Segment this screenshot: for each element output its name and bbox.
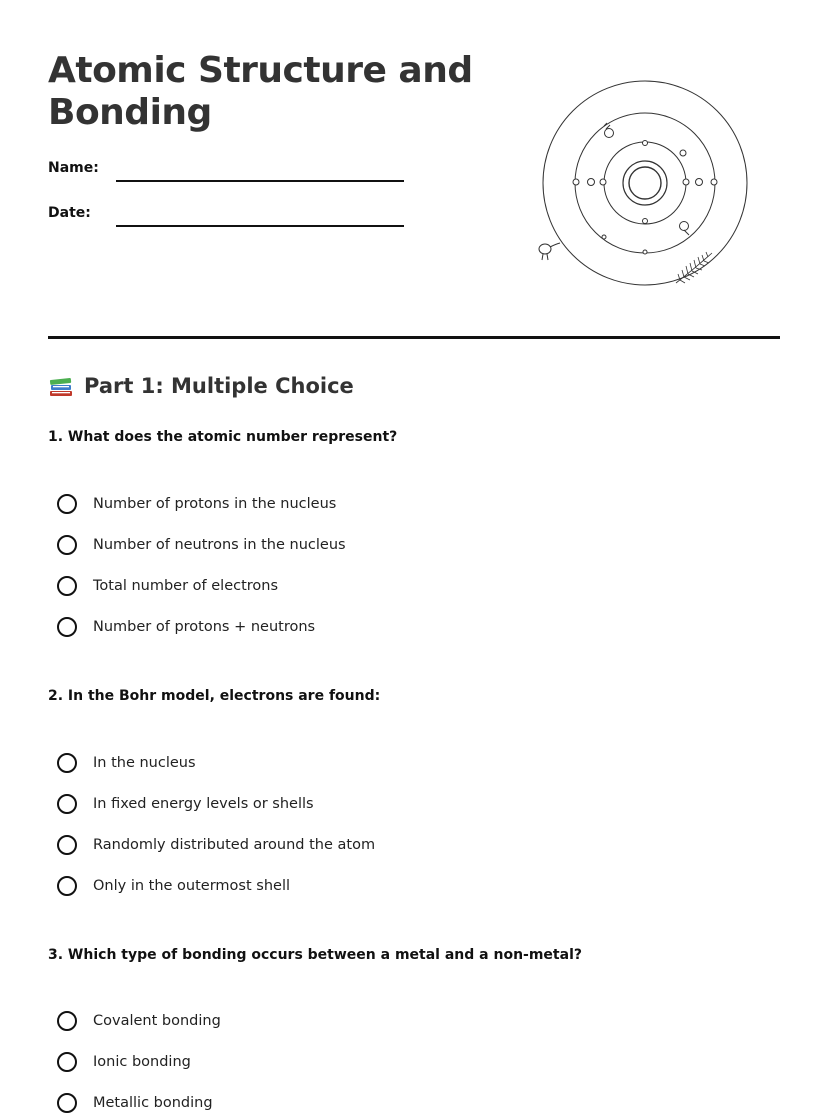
q3-option-1[interactable]	[57, 1008, 221, 1034]
bohr-atom-illustration	[530, 78, 760, 293]
q3-option-2[interactable]	[57, 1049, 191, 1075]
radio-button[interactable]	[57, 835, 77, 855]
option-label: Randomly distributed around the atom	[93, 837, 376, 853]
radio-button[interactable]	[57, 1011, 77, 1031]
electron	[696, 179, 703, 186]
part1-heading-text: Part 1: Multiple Choice	[84, 374, 354, 398]
fern-icon	[676, 252, 712, 283]
q2-option-1[interactable]	[57, 750, 196, 776]
name-field[interactable]	[116, 180, 404, 182]
option-label: Only in the outermost shell	[93, 878, 290, 894]
radio-button[interactable]	[57, 617, 77, 637]
question-1: 1. What does the atomic number represent?	[48, 429, 398, 445]
option-label: Number of neutrons in the nucleus	[93, 537, 346, 553]
radio-button[interactable]	[57, 753, 77, 773]
electron	[643, 250, 647, 254]
radio-button[interactable]	[57, 535, 77, 555]
radio-button[interactable]	[57, 1052, 77, 1072]
option-label: Metallic bonding	[93, 1095, 213, 1111]
name-label: Name:	[48, 160, 99, 176]
inner-shell	[604, 142, 686, 224]
option-label: Ionic bonding	[93, 1054, 191, 1070]
title-line-1: Atomic Structure and	[48, 50, 473, 91]
nucleus-core	[629, 167, 661, 199]
option-label: Number of protons in the nucleus	[93, 496, 337, 512]
option-label: In the nucleus	[93, 755, 196, 771]
electron	[680, 150, 686, 156]
title-line-2: Bonding	[48, 92, 212, 133]
radio-button[interactable]	[57, 1093, 77, 1113]
kiwi-bird-icon	[539, 243, 560, 260]
electron	[605, 129, 614, 138]
electron	[588, 179, 595, 186]
q1-option-1[interactable]	[57, 491, 336, 517]
electron	[711, 179, 717, 185]
option-label: Covalent bonding	[93, 1013, 221, 1029]
electron-trail	[684, 230, 689, 235]
option-label: Number of protons + neutrons	[93, 619, 316, 635]
part1-heading	[48, 373, 354, 399]
option-label: In fixed energy levels or shells	[93, 796, 314, 812]
q1-option-2[interactable]	[57, 532, 346, 558]
electron	[643, 219, 648, 224]
electrons	[573, 129, 717, 255]
electron	[600, 179, 606, 185]
radio-button[interactable]	[57, 794, 77, 814]
question-2: 2. In the Bohr model, electrons are found:	[48, 688, 381, 704]
radio-button[interactable]	[57, 876, 77, 896]
q2-option-2[interactable]	[57, 791, 314, 817]
books-icon	[48, 373, 74, 399]
section-divider	[48, 336, 780, 339]
date-label: Date:	[48, 205, 91, 221]
q2-option-4[interactable]	[57, 873, 290, 899]
electron	[643, 141, 648, 146]
electron	[573, 179, 579, 185]
option-label: Total number of electrons	[93, 578, 279, 594]
electron	[683, 179, 689, 185]
q3-option-3[interactable]	[57, 1090, 213, 1116]
middle-shell	[575, 113, 715, 253]
electron	[680, 222, 689, 231]
q1-option-3[interactable]	[57, 573, 278, 599]
worksheet-title	[48, 50, 478, 134]
electron	[602, 235, 606, 239]
q2-option-3[interactable]	[57, 832, 375, 858]
radio-button[interactable]	[57, 494, 77, 514]
q1-option-4[interactable]	[57, 614, 315, 640]
question-3: 3. Which type of bonding occurs between a metal and a non-metal?	[48, 947, 582, 963]
radio-button[interactable]	[57, 576, 77, 596]
date-field[interactable]	[116, 225, 404, 227]
